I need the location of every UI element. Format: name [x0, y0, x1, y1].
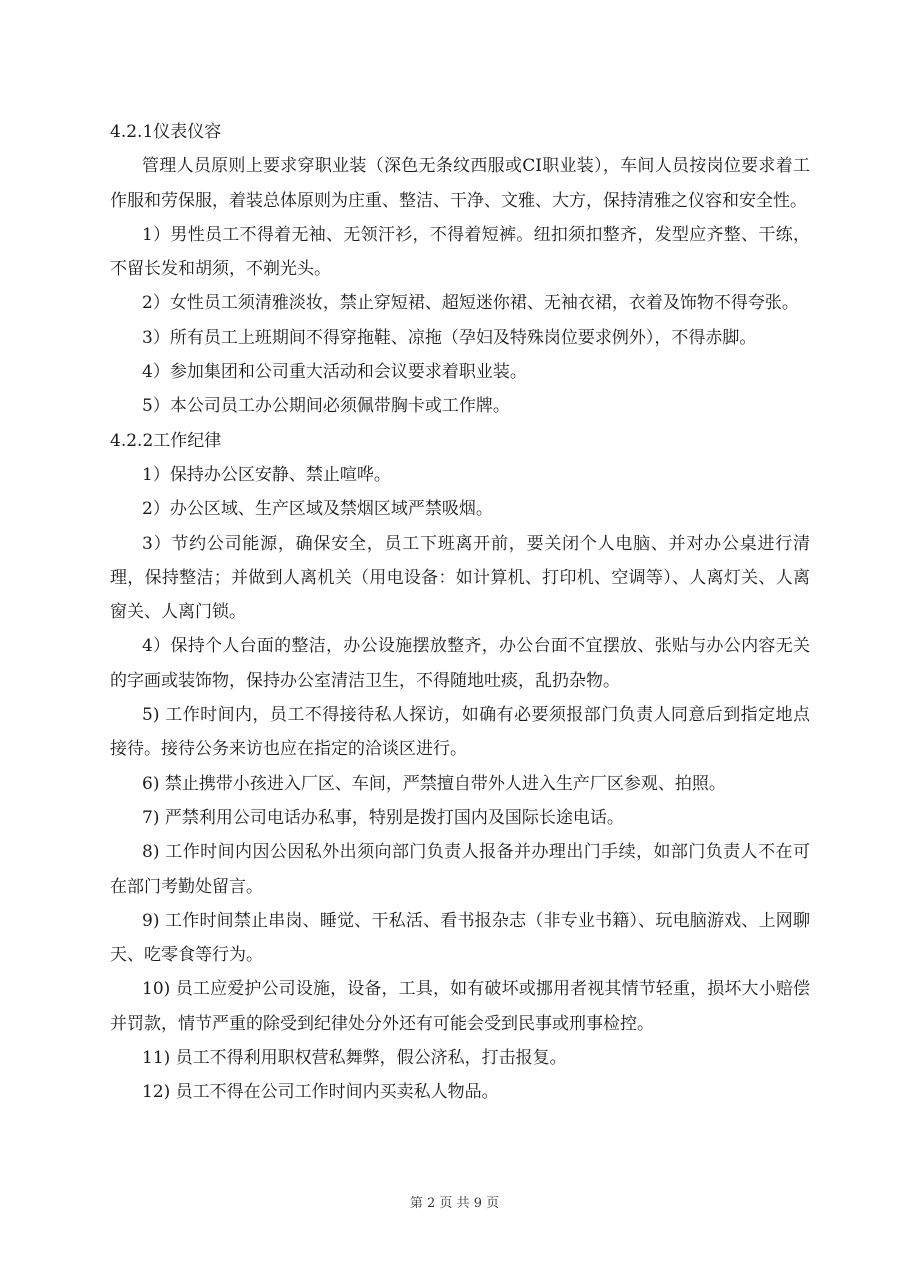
paragraph: 11) 员工不得利用职权营私舞弊，假公济私，打击报复。 — [142, 1048, 567, 1069]
paragraph: 2）办公区域、生产区域及禁烟区域严禁吸烟。 — [142, 499, 493, 520]
paragraph: 4）保持个人台面的整洁，办公设施摆放整齐，办公台面不宜摆放、张贴与办公内容无关的字画或装饰物，保持办公室清洁卫生，不得随地吐痰，乱扔杂物。 — [110, 636, 810, 691]
section-appearance — [110, 115, 810, 424]
paragraph: 1）保持办公区安静、禁止喧哗。 — [142, 464, 391, 485]
paragraph: 9) 工作时间禁止串岗、睡觉、干私活、看书报杂志（非专业书籍）、玩电脑游戏、上网聊天、吃零食等行为。 — [110, 910, 810, 966]
page-number-footer: 第 2 页 共 9 页 — [409, 1196, 500, 1211]
paragraph: 12) 员工不得在公司工作时间内买卖私人物品。 — [142, 1082, 499, 1103]
section-heading: 4.2.1仪表仪容 — [110, 122, 222, 142]
paragraph: 2）女性员工须清雅淡妆，禁止穿短裙、超短迷你裙、无袖衣裙，衣着及饰物不得夸张。 — [142, 293, 799, 314]
paragraph: 5) 工作时间内，员工不得接待私人探访，如确有必要须报部门负责人同意后到指定地点接待。接待公务来访也应在指定的洽谈区进行。 — [110, 705, 810, 760]
paragraph: 1）男性员工不得着无袖、无领汗衫，不得着短裤。纽扣须扣整齐，发型应齐整、干练，不留长发和胡须，不剃光头。 — [110, 224, 810, 280]
paragraph: 10) 员工应爱护公司设施，设备，工具，如有破坏或挪用者视其情节轻重，损坏大小赔偿并罚款，情节严重的除受到纪律处分外还有可能会受到民事或刑事检控。 — [110, 979, 810, 1034]
paragraph: 7) 严禁利用公司电话办私事，特别是拨打国内及国际长途电话。 — [142, 807, 624, 828]
paragraph: 6) 禁止携带小孩进入厂区、车间，严禁擅自带外人进入生产厂区参观、拍照。 — [142, 773, 726, 794]
section-work-discipline — [110, 424, 810, 1110]
paragraph: 4）参加集团和公司重大活动和会议要求着职业装。 — [142, 362, 527, 383]
paragraph: 5）本公司员工办公期间必须佩带胸卡或工作牌。 — [142, 396, 510, 417]
paragraph: 3）所有员工上班期间不得穿拖鞋、凉拖（孕妇及特殊岗位要求例外），不得赤脚。 — [142, 327, 757, 348]
document-body — [110, 115, 810, 1110]
section-heading: 4.2.2工作纪律 — [110, 430, 222, 451]
paragraph: 管理人员原则上要求穿职业装（深色无条纹西服或CI职业装），车间人员按岗位要求着工作服和劳保服，着装总体原则为庄重、整洁、干净、文雅、大方，保持清雅之仪容和安全性。 — [110, 156, 810, 211]
paragraph: 3）节约公司能源，确保安全，员工下班离开前，要关闭个人电脑、并对办公桌进行清理，保持整洁；并做到人离机关（用电设备：如计算机、打印机、空调等）、人离灯关、人离窗关、人离门锁。 — [110, 533, 810, 623]
paragraph: 8) 工作时间内因公因私外出须向部门负责人报备并办理出门手续，如部门负责人不在可在部门考勤处留言。 — [110, 842, 810, 897]
